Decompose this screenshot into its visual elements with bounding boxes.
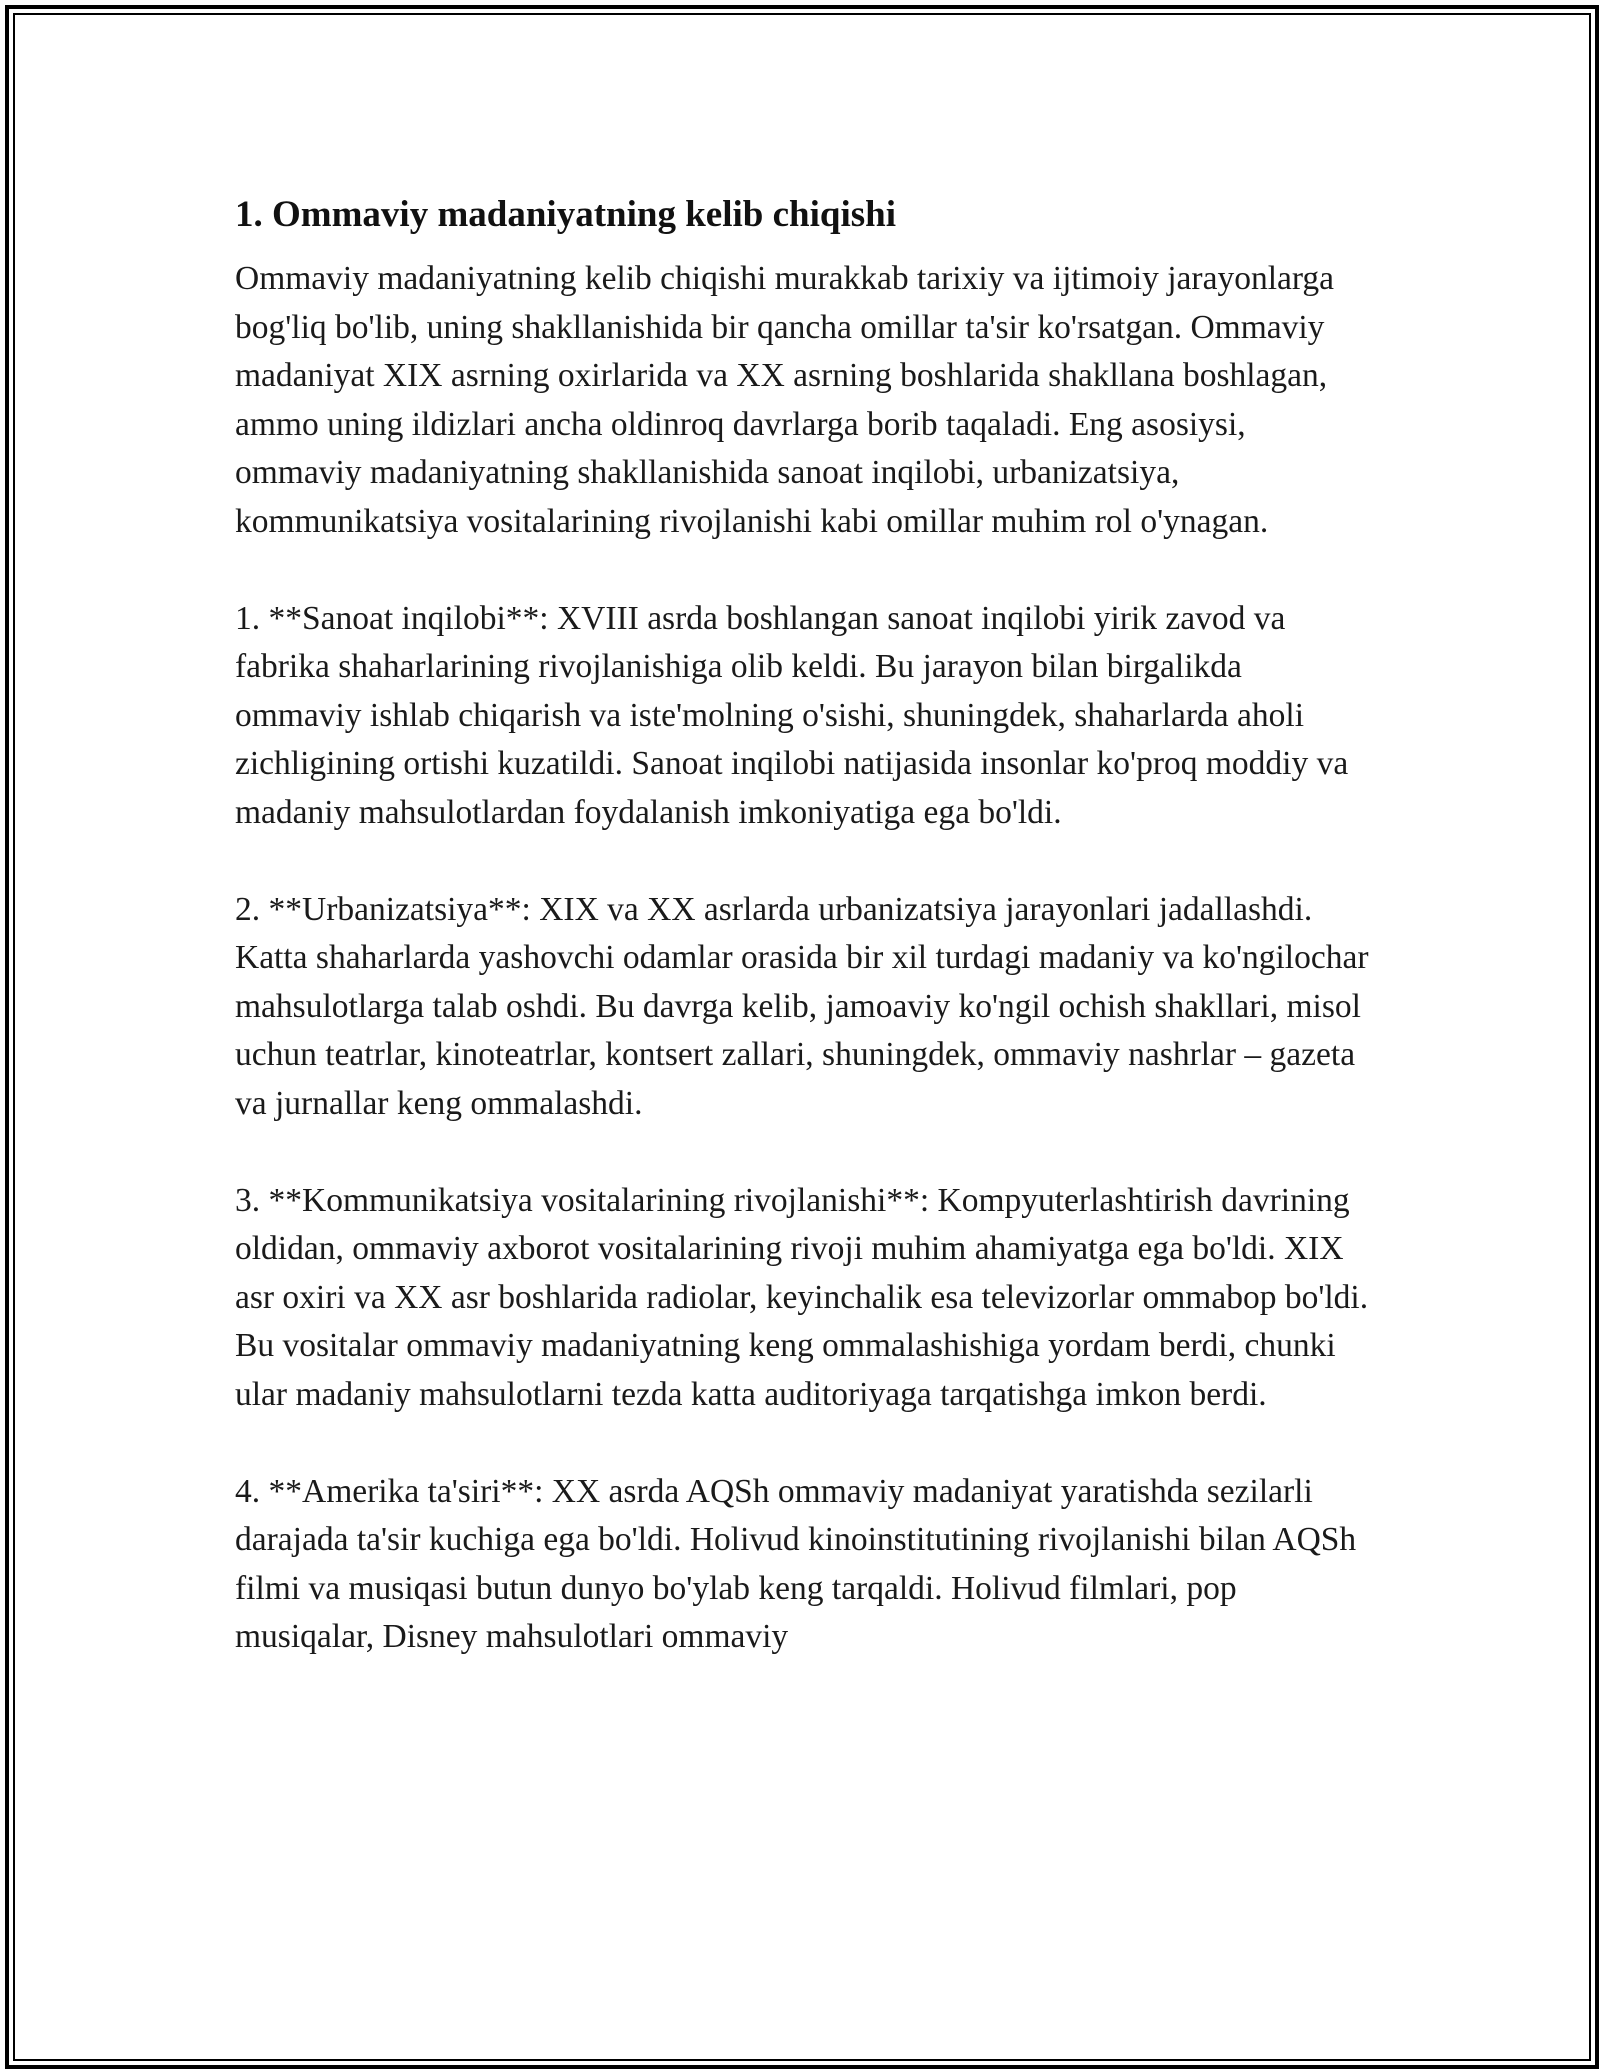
paragraph-communication: 3. **Kommunikatsiya vositalarining rivojlanishi**: Kompyuterlashtirish davrining oldidan, ommaviy axborot vositalarining rivoji muhim ahamiyatga ega bo'ldi. XIX asr oxiri va XX asr boshlarida radiolar, keyinchalik esa televizorlar ommabop bo'ldi. Bu vositalar ommaviy madaniyatning keng ommalashishiga yordam berdi, chunki ular madaniy mahsulotlarni tezda katta auditoriyaga tarqatishga imkon berdi.	[235, 1181, 1369, 1413]
paragraph-industrial-revolution: 1. **Sanoat inqilobi**: XVIII asrda boshlangan sanoat inqilobi yirik zavod va fabrika shaharlarining rivojlanishiga olib keldi. Bu jarayon bilan birgalikda ommaviy ishlab chiqarish va iste'molning o'sishi, shuningdek, shaharlarda aholi zichligining ortishi kuzatildi. Sanoat inqilobi natijasida insonlar ko'proq moddiy va madaniy mahsulotlardan foydalanish imkoniyatiga ega bo'ldi.	[235, 599, 1349, 831]
intro-paragraph: Ommaviy madaniyatning kelib chiqishi murakkab tarixiy va ijtimoiy jarayonlarga bog'liq bo'lib, uning shakllanishida bir qancha omillar ta'sir ko'rsatgan. Ommaviy madaniyat XIX asrning oxirlarida va XX asrning boshlarida shakllana boshlagan, ammo uning ildizlari ancha oldinroq davrlarga borib taqaladi. Eng asosiysi, ommaviy madaniyatning shakllanishida sanoat inqilobi, urbanizatsiya, kommunikatsiya vositalarining rivojlanishi kabi omillar muhim rol o'ynagan.	[235, 260, 1335, 540]
document-title: 1. Ommaviy madaniyatning kelib chiqishi	[235, 194, 896, 235]
document-body	[235, 185, 1370, 1662]
paragraph-urbanization: 2. **Urbanizatsiya**: XIX va XX asrlarda urbanizatsiya jarayonlari jadallashdi. Katta shaharlarda yashovchi odamlar orasida bir xil turdagi madaniy va ko'ngilochar mahsulotlarga talab oshdi. Bu davrga kelib, jamoaviy ko'ngil ochish shakllari, misol uchun teatrlar, kinoteatrlar, kontsert zallari, shuningdek, ommaviy nashrlar – gazeta va jurnallar keng ommalashdi.	[235, 890, 1369, 1122]
paragraph-american-influence: 4. **Amerika ta'siri**: XX asrda AQSh ommaviy madaniyat yaratishda sezilarli darajada ta'sir kuchiga ega bo'ldi. Holivud kinoinstitutining rivojlanishi bilan AQSh filmi va musiqasi butun dunyo bo'ylab keng tarqaldi. Holivud filmlari, pop musiqalar, Disney mahsulotlari ommaviy	[235, 1472, 1357, 1655]
